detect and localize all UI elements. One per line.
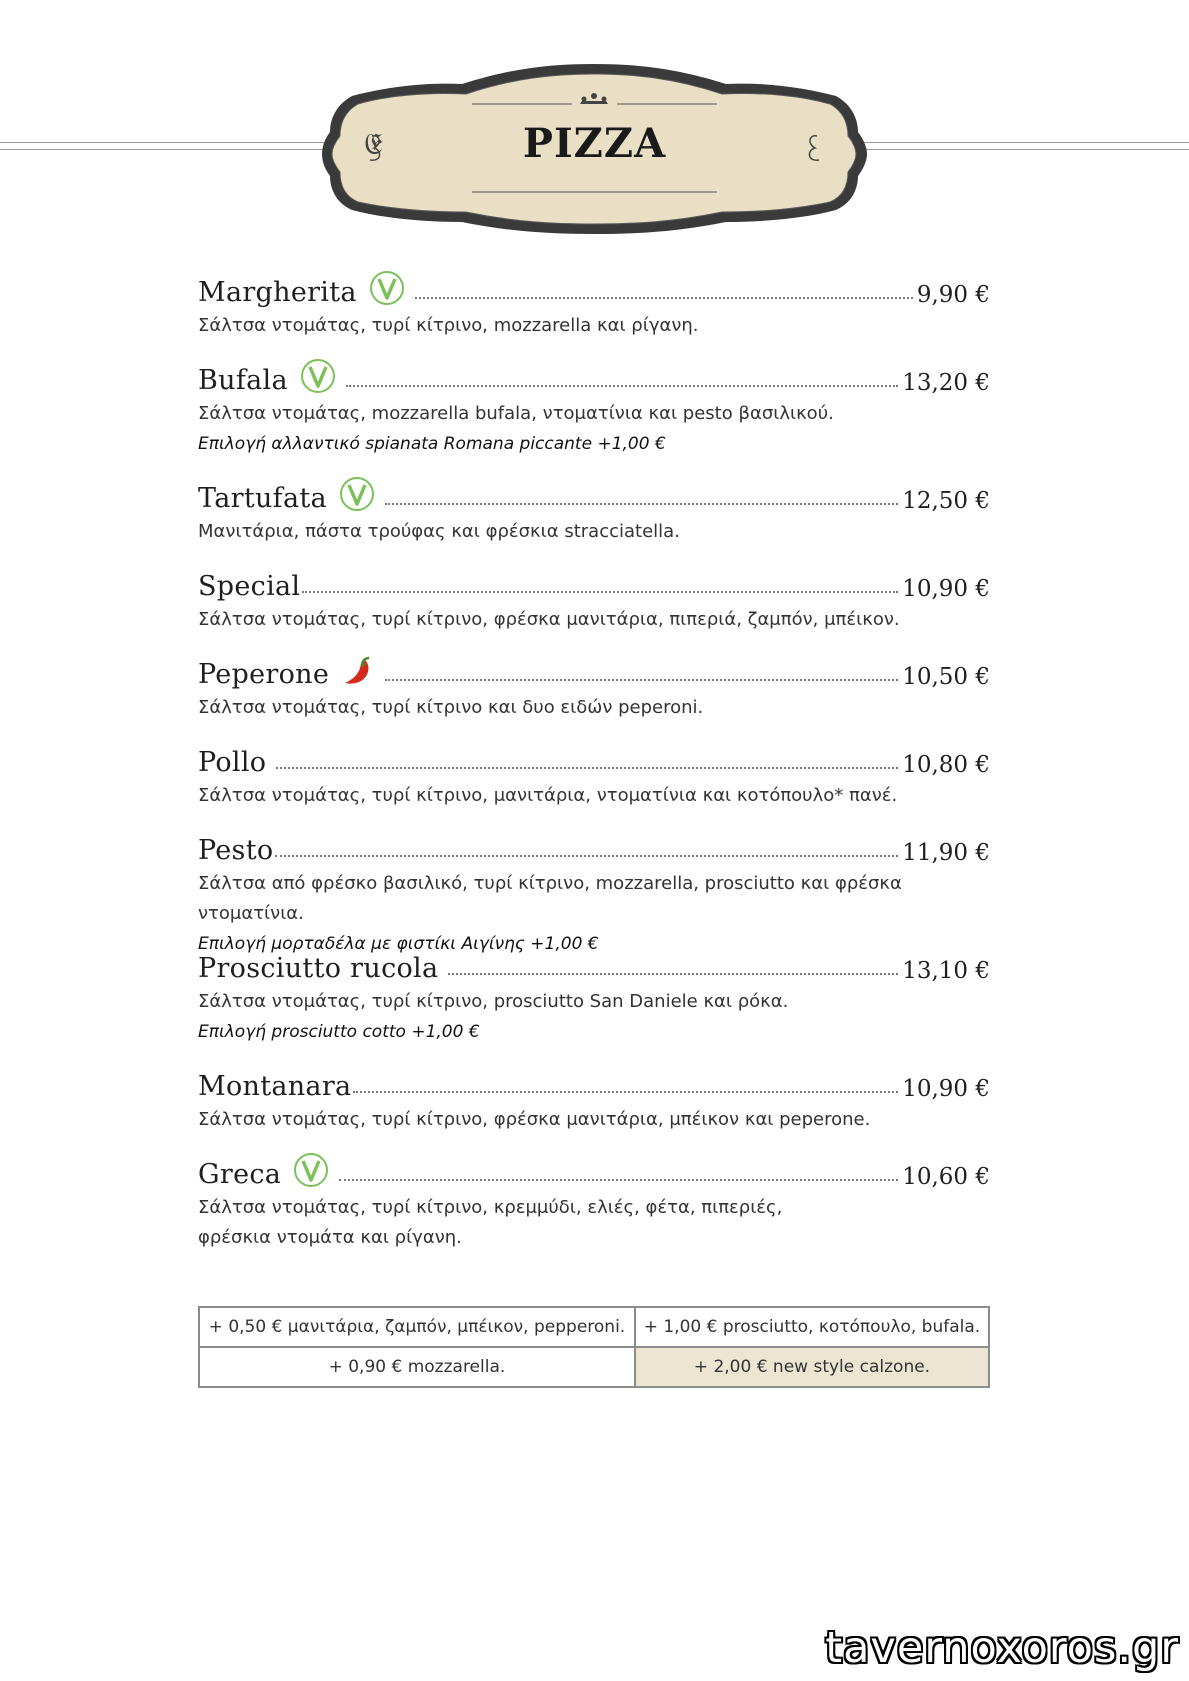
- item-price: 13,20 €: [902, 370, 990, 396]
- table-row: [199, 1347, 989, 1387]
- item-description: Σάλτσα ντομάτας, τυρί κίτρινο, mozzarella και ρίγανη.: [198, 315, 699, 336]
- item-name: Bufala: [198, 365, 288, 396]
- menu-item: [198, 356, 990, 474]
- item-description: Σάλτσα από φρέσκο βασιλικό, τυρί κίτρινο, mozzarella, prosciutto και φρέσκα ντοματίνια.: [198, 873, 902, 924]
- item-name: Tartufata: [198, 483, 327, 514]
- item-price: 10,60 €: [902, 1164, 990, 1190]
- item-price: 10,50 €: [902, 664, 990, 690]
- menu-item: [198, 944, 990, 1062]
- item-price: 10,90 €: [902, 576, 990, 602]
- item-price: 13,10 €: [902, 958, 990, 984]
- leader-dots: [448, 973, 898, 975]
- menu-item: [198, 562, 990, 650]
- chili-pepper-icon: [341, 654, 375, 688]
- menu-list: [198, 268, 990, 1268]
- extras-cell: + 0,90 € mozzarella.: [199, 1347, 635, 1387]
- item-option: Επιλογή μορταδέλα με φιστίκι Αιγίνης +1,00 €: [198, 934, 599, 954]
- item-price: 9,90 €: [916, 282, 990, 308]
- item-price: 10,90 €: [902, 1076, 990, 1102]
- item-description: Σάλτσα ντομάτας, mozzarella bufala, ντοματίνια και pesto βασιλικού.: [198, 403, 834, 424]
- item-name: Greca: [198, 1159, 282, 1190]
- menu-item: [198, 1062, 990, 1150]
- extras-cell-highlighted: + 2,00 € new style calzone.: [635, 1347, 989, 1387]
- leader-dots: [302, 591, 898, 593]
- leader-dots: [276, 767, 898, 769]
- item-description: Σάλτσα ντομάτας, τυρί κίτρινο και δυο ειδών peperoni.: [198, 697, 704, 718]
- menu-item: [198, 738, 990, 826]
- menu-item: [198, 1150, 990, 1268]
- item-description-continued: φρέσκια ντομάτα και ρίγανη.: [198, 1227, 462, 1248]
- leader-dots: [385, 503, 898, 505]
- vegetarian-icon: [369, 270, 405, 306]
- item-description: Σάλτσα ντομάτας, τυρί κίτρινο, κρεμμύδι, ελιές, φέτα, πιπεριές,: [198, 1197, 783, 1218]
- table-row: [199, 1307, 989, 1347]
- leader-dots: [385, 679, 898, 681]
- left-flourish-icon: 𝔈: [364, 127, 383, 162]
- menu-item: [198, 826, 990, 954]
- leader-dots: [346, 385, 898, 387]
- item-name: Prosciutto rucola: [198, 953, 439, 984]
- item-name: Margherita: [198, 277, 357, 308]
- vegetarian-icon: [293, 1152, 329, 1188]
- leader-dots: [275, 855, 898, 857]
- item-price: 12,50 €: [902, 488, 990, 514]
- menu-item: [198, 474, 990, 562]
- item-description: Σάλτσα ντομάτας, τυρί κίτρινο, φρέσκα μανιτάρια, πιπεριά, ζαμπόν, μπέικον.: [198, 609, 900, 630]
- vegetarian-icon: [300, 358, 336, 394]
- item-name: Special: [198, 571, 301, 602]
- watermark: tavernoxoros.gr: [825, 1623, 1179, 1673]
- leader-dots: [415, 297, 913, 299]
- item-option: Επιλογή prosciutto cotto +1,00 €: [198, 1022, 480, 1042]
- vegetarian-icon: [339, 476, 375, 512]
- item-description: Σάλτσα ντομάτας, τυρί κίτρινο, μανιτάρια, ντοματίνια και κοτόπουλο* πανέ.: [198, 785, 898, 806]
- item-name: Pesto: [198, 835, 274, 866]
- extras-table: [198, 1306, 990, 1388]
- item-description: Σάλτσα ντομάτας, τυρί κίτρινο, prosciutto San Daniele και ρόκα.: [198, 991, 789, 1012]
- item-description: Μανιτάρια, πάστα τρούφας και φρέσκια stracciatella.: [198, 521, 680, 542]
- menu-item: [198, 650, 990, 738]
- page-title: PIZZA: [522, 120, 667, 167]
- extras-cell: + 1,00 € prosciutto, κοτόπουλο, bufala.: [635, 1307, 989, 1347]
- item-name: Pollo: [198, 747, 267, 778]
- item-price: 10,80 €: [902, 752, 990, 778]
- item-name: Montanara: [198, 1071, 352, 1102]
- item-option: Επιλογή αλλαντικό spianata Romana piccante +1,00 €: [198, 434, 666, 454]
- extras-cell: + 0,50 € μανιτάρια, ζαμπόν, μπέικον, pepperoni.: [199, 1307, 635, 1347]
- leader-dots: [339, 1179, 898, 1181]
- item-name: Peperone: [198, 659, 330, 690]
- item-price: 11,90 €: [902, 840, 990, 866]
- menu-item: [198, 268, 990, 356]
- leader-dots: [353, 1091, 898, 1093]
- item-description: Σάλτσα ντομάτας, τυρί κίτρινο, φρέσκα μανιτάρια, μπέικον και peperone.: [198, 1109, 871, 1130]
